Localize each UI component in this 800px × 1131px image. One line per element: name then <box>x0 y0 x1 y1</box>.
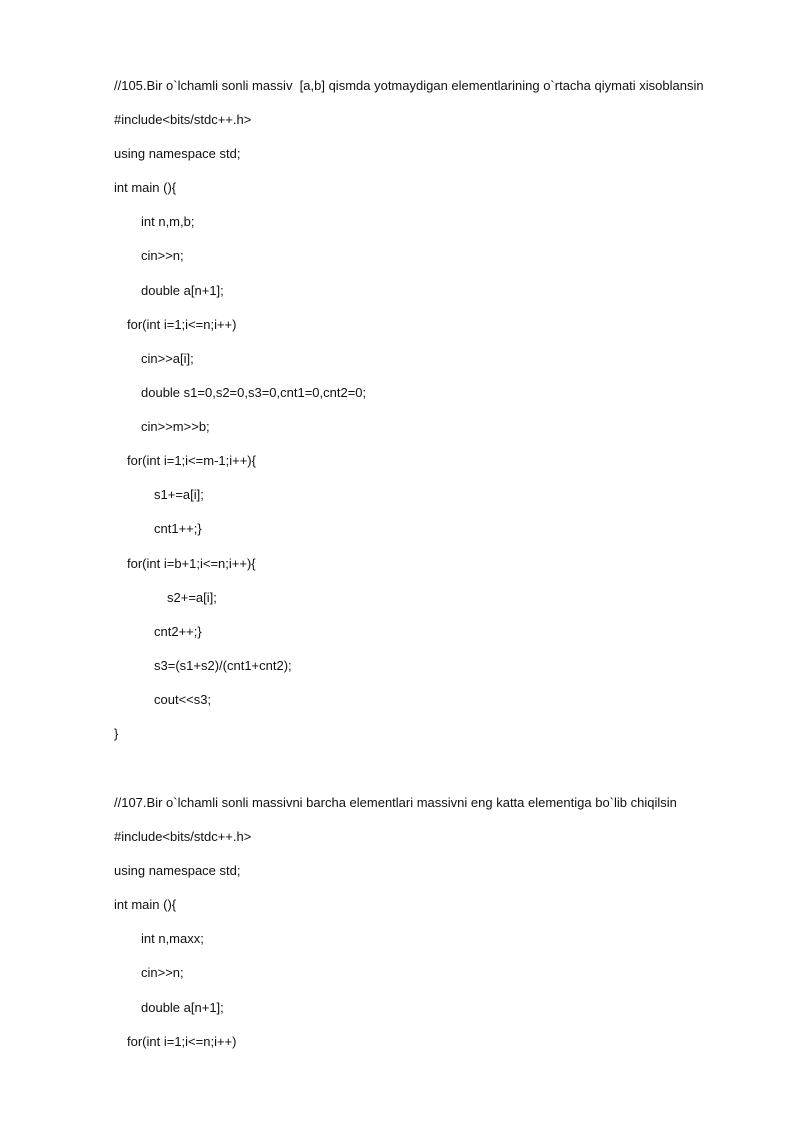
code-line: int main (){ <box>114 897 177 912</box>
code-line: cin>>a[i]; <box>141 351 194 366</box>
code-line: #include<bits/stdc++.h> <box>114 829 252 844</box>
code-line: s1+=a[i]; <box>154 487 204 502</box>
code-line: cin>>m>>b; <box>141 419 210 434</box>
code-line: for(int i=1;i<=n;i++) <box>127 1034 237 1049</box>
code-line: using namespace std; <box>114 863 241 878</box>
code-line: cout<<s3; <box>154 692 212 707</box>
code-line: for(int i=b+1;i<=n;i++){ <box>127 556 256 571</box>
code-line: cnt1++;} <box>154 521 202 536</box>
code-line: int n,maxx; <box>141 931 204 946</box>
code-line: using namespace std; <box>114 146 241 161</box>
code-line: for(int i=1;i<=m-1;i++){ <box>127 453 256 468</box>
code-line: double s1=0,s2=0,s3=0,cnt1=0,cnt2=0; <box>141 385 367 400</box>
code-line: double a[n+1]; <box>141 1000 224 1015</box>
code-line: s2+=a[i]; <box>167 590 217 605</box>
code-line: double a[n+1]; <box>141 283 224 298</box>
code-line: //107.Bir o`lchamli sonli massivni barcha elementlari massivni eng katta elementiga bo`lib chiqilsin <box>114 795 677 810</box>
code-line: //105.Bir o`lchamli sonli massiv [a,b] qismda yotmaydigan elementlarining o`rtacha qiymati xisoblansin <box>114 78 704 93</box>
code-line: cin>>n; <box>141 248 184 263</box>
code-line: cnt2++;} <box>154 624 202 639</box>
code-line: s3=(s1+s2)/(cnt1+cnt2); <box>154 658 292 673</box>
code-line: for(int i=1;i<=n;i++) <box>127 317 237 332</box>
code-line: cin>>n; <box>141 965 184 980</box>
code-line: int n,m,b; <box>141 214 195 229</box>
code-line: #include<bits/stdc++.h> <box>114 112 252 127</box>
code-line: } <box>114 726 119 741</box>
code-line: int main (){ <box>114 180 177 195</box>
